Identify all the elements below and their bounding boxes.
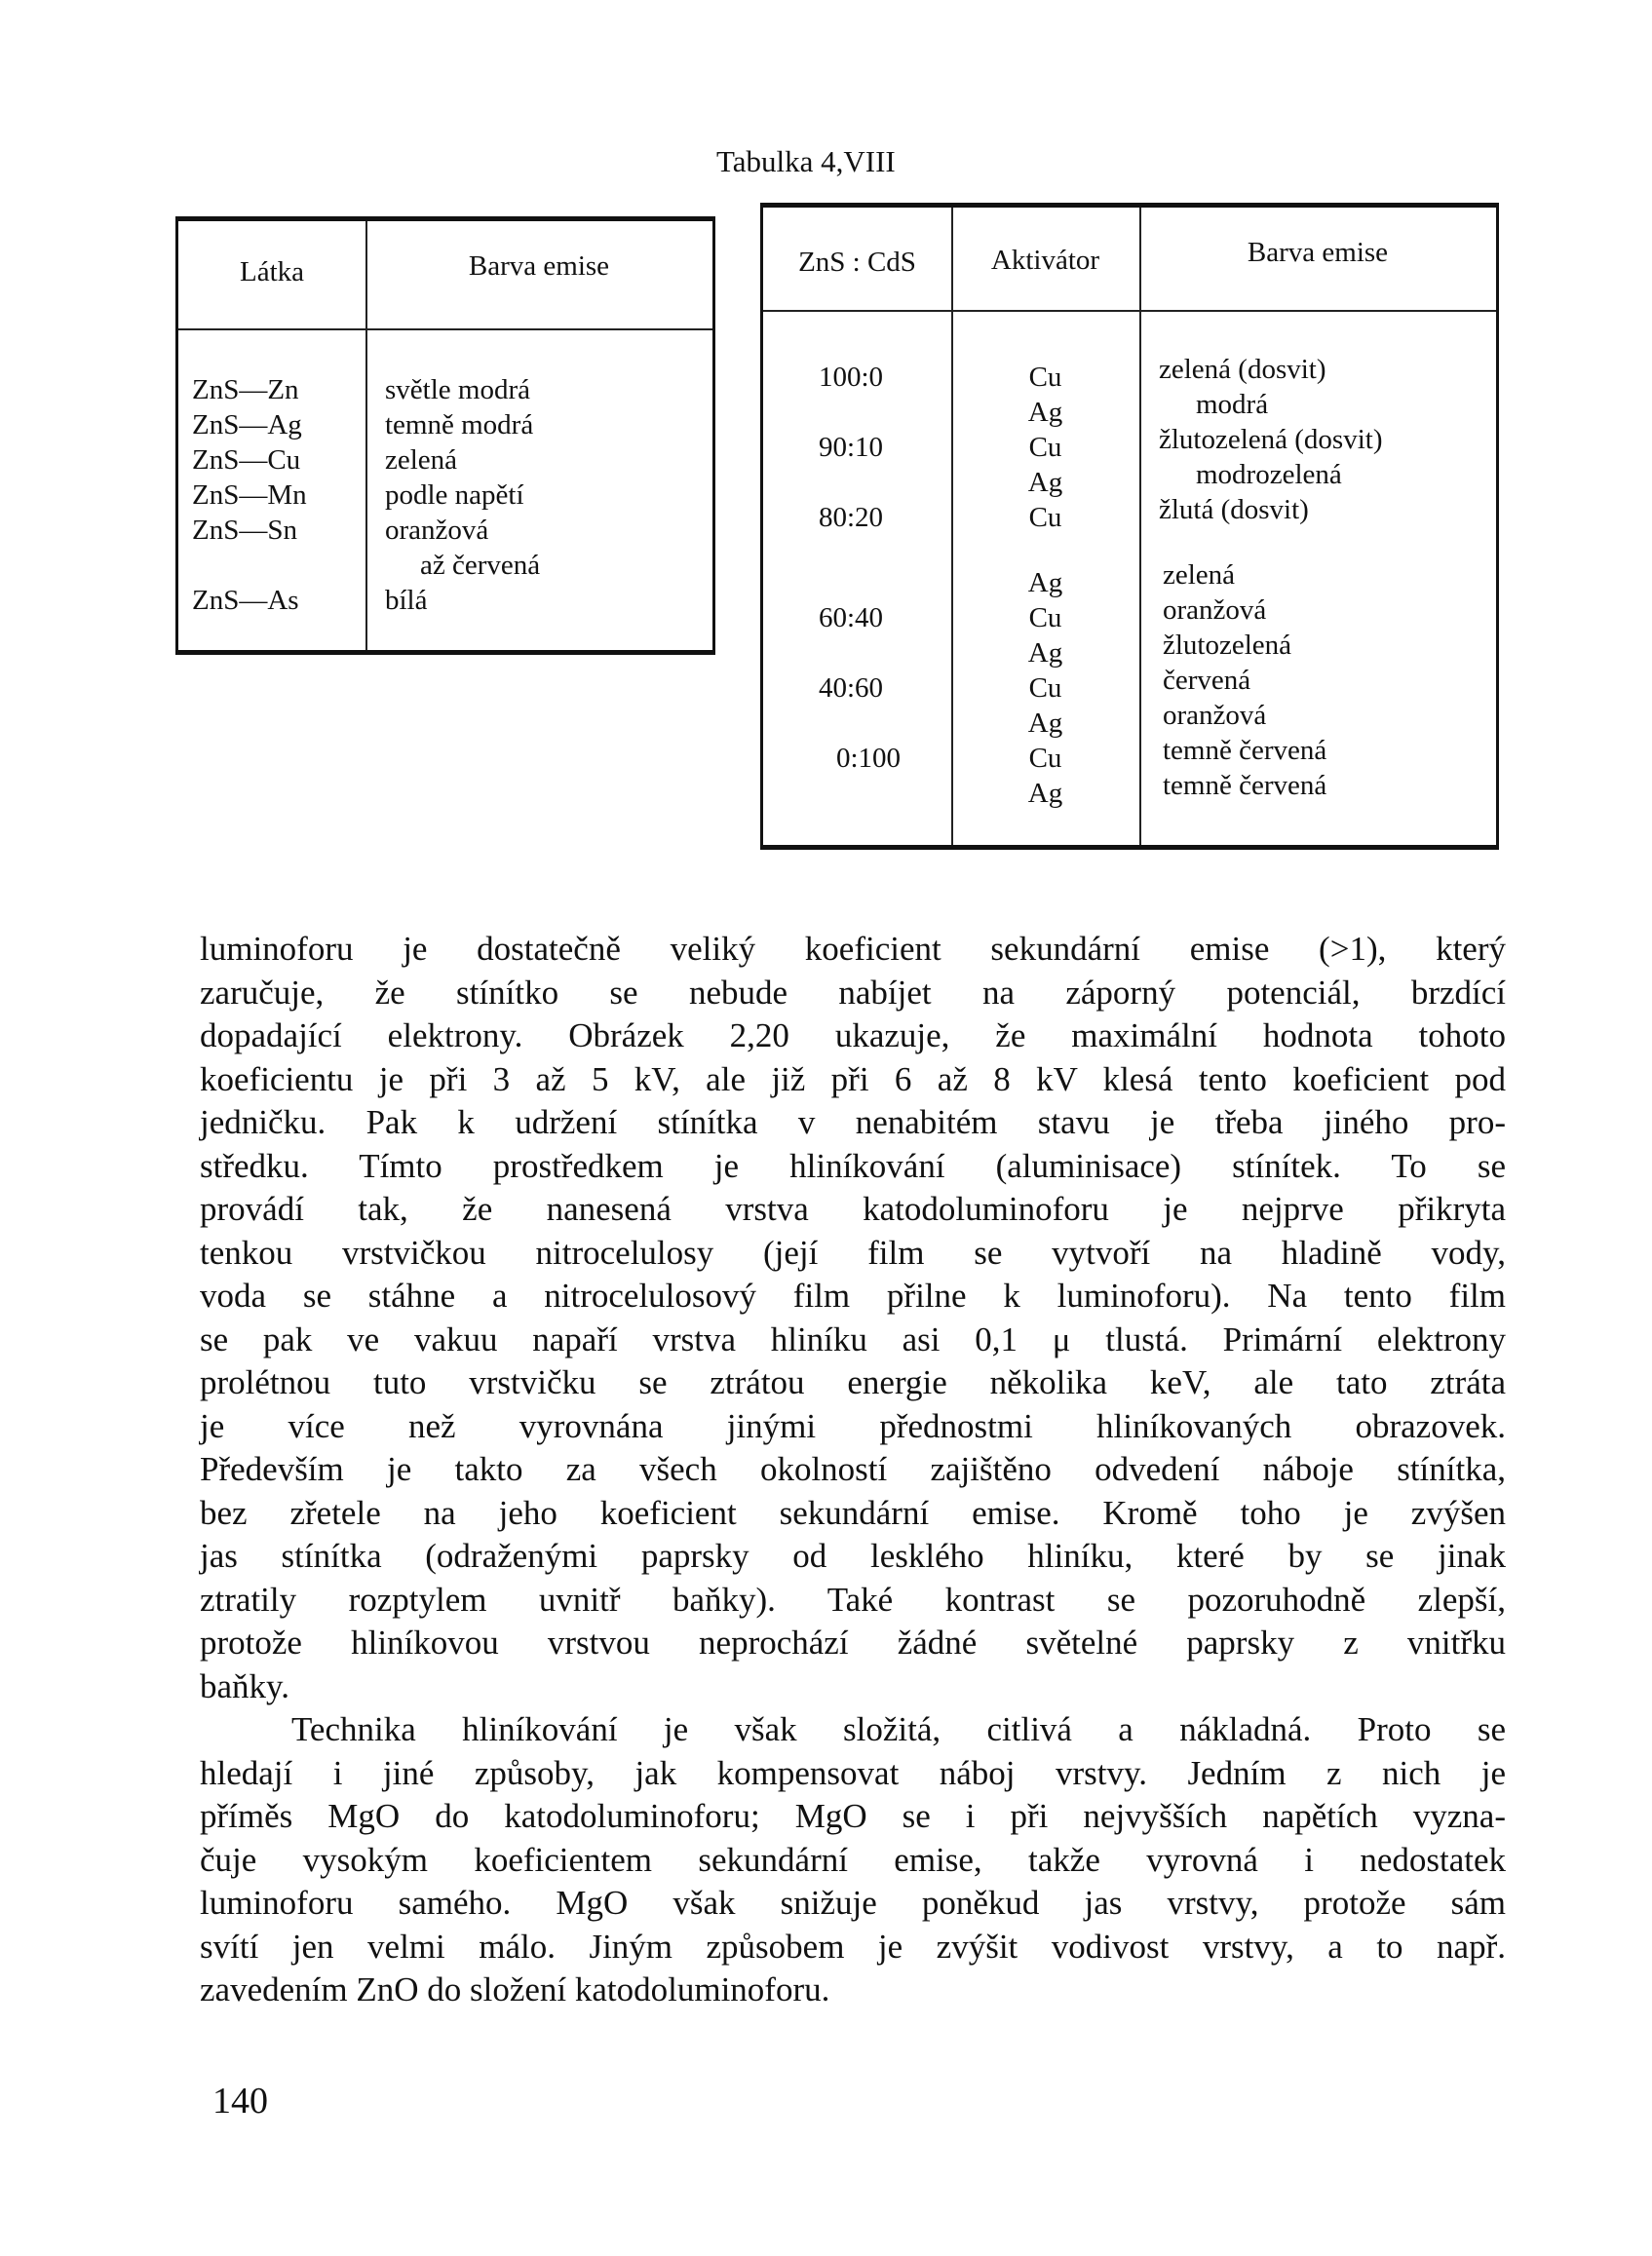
text-line: voda se stáhne a nitrocelulosový film přilne k luminoforu). Na tento film [200, 1277, 1506, 1315]
text-line: provádí tak, že nanesená vrstva katodoluminoforu je nejprve přikryta [200, 1190, 1506, 1228]
cell-activator: Cu [1028, 362, 1062, 393]
cell-color: temně červená [1163, 735, 1327, 766]
text-line: jedničku. Pak k udržení stínítka v nenabitém stavu je třeba jiného pro- [200, 1103, 1506, 1141]
header-divider [763, 310, 1496, 312]
header-divider [178, 328, 712, 330]
cell-color: oranžová [1163, 700, 1267, 731]
cell-ratio: 60:40 [818, 602, 884, 633]
text-line: se pak ve vakuu napaří vrstva hliníku asi 0,1 μ tlustá. Primární elektrony [200, 1319, 1506, 1358]
cell-color: červená [1163, 665, 1251, 696]
text-line: prolétnou tuto vrstvičku se ztrátou energie několika keV, ale tato ztráta [200, 1363, 1506, 1401]
cell-activator: Ag [1027, 567, 1063, 598]
table-phosphors [175, 216, 715, 655]
text-line: jas stínítka (odraženými paprsky od lesklého hliníku, které by se jinak [200, 1537, 1506, 1575]
text-line: koeficientu je při 3 až 5 kV, ale již při 6 až 8 kV klesá tento koeficient pod [200, 1059, 1506, 1098]
text-line: luminoforu je dostatečně veliký koeficient sekundární emise (>1), který [200, 930, 1506, 968]
cell-substance: ZnS—Ag [192, 409, 302, 440]
text-line: zavedením ZnO do složení katodoluminoforu. [200, 1970, 830, 2008]
cell-color: oranžová [385, 515, 489, 546]
cell-activator: Cu [1028, 502, 1062, 533]
column-divider [365, 221, 367, 650]
cell-color: žlutá (dosvit) [1159, 494, 1309, 525]
page-number: 140 [212, 2081, 268, 2122]
cell-activator: Ag [1027, 778, 1063, 809]
cell-ratio [763, 565, 939, 600]
cell-color: zelená [385, 444, 458, 476]
cell-color: žlutozelená (dosvit) [1159, 424, 1383, 455]
emission-column [385, 372, 540, 618]
cell-color: žlutozelená [1163, 630, 1292, 661]
cell-color: modrozelená [1196, 459, 1342, 490]
header-emission-color: Barva emise [468, 250, 610, 282]
activator-column [951, 360, 1139, 811]
cell-substance: ZnS—Zn [192, 374, 299, 405]
text-line: bez zřetele na jeho koeficient sekundární emise. Kromě toho je zvýšen [200, 1493, 1506, 1532]
text-line: ztratily rozptylem uvnitř baňky). Také kontrast se pozoruhodně zlepší, [200, 1580, 1506, 1619]
cell-activator: Ag [1027, 467, 1063, 498]
table-zns-cds [760, 203, 1499, 850]
text-line: Především je takto za všech okolností zajištěno odvedení náboje stínítka, [200, 1450, 1506, 1488]
cell-ratio [763, 395, 939, 430]
cell-color: temně modrá [385, 409, 534, 440]
text-line: svítí jen velmi málo. Jiným způsobem je zvýšit vodivost vrstvy, a to např. [200, 1927, 1506, 1966]
text-line: protože hliníkovou vrstvou neprochází žádné světelné paprsky z vnitřku [200, 1624, 1506, 1662]
emission-column [1159, 352, 1383, 803]
cell-activator: Cu [1028, 672, 1062, 704]
text-line: zaručuje, že stínítko se nebude nabíjet na záporný potenciál, brzdící [200, 973, 1506, 1012]
text-line: je více než vyrovnána jinými přednostmi hliníkovaných obrazovek. [200, 1406, 1506, 1445]
cell-activator: Cu [1028, 432, 1062, 463]
header-emission-color: Barva emise [1247, 237, 1389, 268]
cell-substance: ZnS—Sn [192, 515, 297, 546]
header-ratio: ZnS : CdS [798, 247, 916, 278]
substance-column [192, 372, 307, 618]
cell-ratio: 0:100 [835, 743, 902, 774]
cell-ratio [763, 706, 939, 741]
cell-color: zelená [1163, 559, 1236, 591]
text-line: baňky. [200, 1666, 290, 1705]
cell-ratio: 90:10 [818, 432, 884, 463]
cell-substance: ZnS—Mn [192, 479, 307, 511]
text-line: čuje vysokým koeficientem sekundární emise, takže vyrovná i nedostatek [200, 1840, 1506, 1879]
text-line: luminoforu samého. MgO však snižuje poněkud jas vrstvy, protože sám [200, 1884, 1506, 1922]
cell-ratio [763, 465, 939, 500]
body-text [200, 928, 1506, 2012]
header-substance: Látka [239, 256, 304, 287]
text-line: Technika hliníkování je však složitá, citlivá a nákladná. Proto se [291, 1710, 1506, 1748]
text-line: příměs MgO do katodoluminoforu; MgO se i při nejvyšších napětích vyzna- [200, 1797, 1506, 1835]
cell-color: modrá [1196, 389, 1269, 420]
cell-substance [192, 548, 307, 583]
cell-activator: Ag [1027, 397, 1063, 428]
cell-activator: Cu [1028, 602, 1062, 633]
cell-color: temně červená [1163, 770, 1327, 801]
header-activator: Aktivátor [990, 245, 1100, 276]
column-divider [1139, 208, 1141, 845]
cell-ratio [763, 635, 939, 670]
cell-ratio [763, 776, 939, 811]
text-line: hledají i jiné způsoby, jak kompensovat náboj vrstvy. Jedním z nich je [200, 1753, 1506, 1792]
cell-color: bílá [385, 585, 428, 616]
cell-color: podle napětí [385, 479, 524, 511]
cell-ratio: 40:60 [818, 672, 884, 704]
cell-ratio: 80:20 [818, 502, 884, 533]
cell-color: světle modrá [385, 374, 530, 405]
table-title: Tabulka 4,VIII [716, 144, 896, 178]
cell-substance: ZnS—As [192, 585, 299, 616]
text-line: dopadající elektrony. Obrázek 2,20 ukazuje, že maximální hodnota tohoto [200, 1016, 1506, 1054]
text-line: tenkou vrstvičkou nitrocelulosy (její film se vytvoří na hladině vody, [200, 1233, 1506, 1272]
ratio-column [763, 360, 939, 811]
cell-activator: Cu [1028, 743, 1062, 774]
cell-ratio: 100:0 [818, 362, 884, 393]
cell-activator: Ag [1027, 707, 1063, 739]
text-line: středku. Tímto prostředkem je hliníkování (aluminisace) stínítek. To se [200, 1146, 1506, 1185]
cell-color: až červená [420, 550, 541, 581]
cell-color: zelená (dosvit) [1159, 354, 1326, 385]
cell-substance: ZnS—Cu [192, 444, 301, 476]
cell-activator: Ag [1027, 637, 1063, 669]
cell-color: oranžová [1163, 594, 1267, 626]
